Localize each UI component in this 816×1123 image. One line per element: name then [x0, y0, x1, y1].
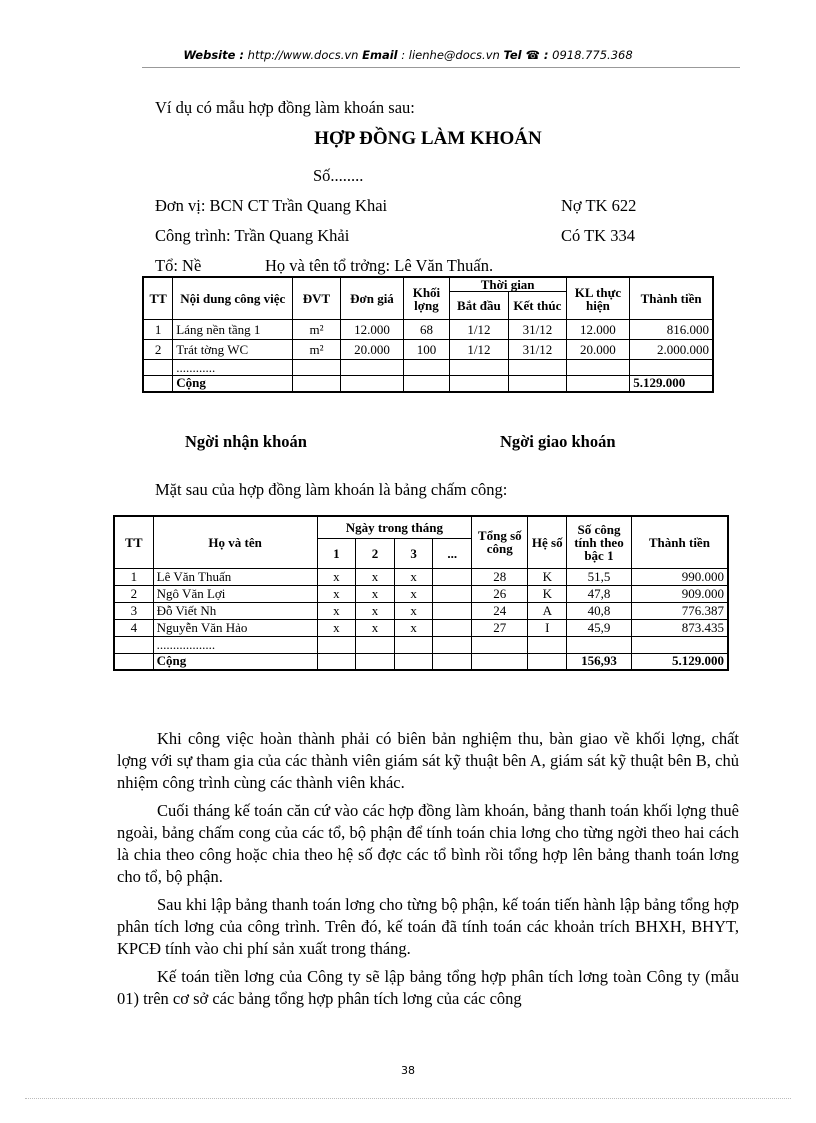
table-row: [114, 585, 728, 602]
cell-coef: I: [528, 619, 567, 636]
total-row: [143, 376, 713, 392]
total-amount: 5.129.000: [630, 376, 713, 392]
cell-unit: m²: [293, 320, 340, 340]
cell-tt: 2: [114, 585, 153, 602]
cell-price: 12.000: [340, 320, 404, 340]
table-row: [143, 360, 713, 376]
leader-line: Họ và tên tổ trởng: Lê Văn Thuấn.: [265, 256, 494, 275]
total-workdays: 156,93: [567, 653, 632, 670]
cell-tt: 1: [114, 568, 153, 585]
cell-total: 27: [472, 619, 528, 636]
paragraph: Cuối tháng kế toán căn cứ vào các hợp đồng làm khoán, bảng thanh toán khối lợng thuê ngoài, bảng chấm cong của các tổ, bộ phận để tính toán chia lơng cho từng ngời theo hai cách là chia theo công hoặc chia theo hệ số đợc các tổ bình rồi tổng hợp lên bảng thanh toán lơng cho tổ, bộ phận.: [117, 801, 739, 886]
col-content: Nội dung công việc: [173, 277, 293, 320]
contract-number: Số........: [313, 166, 364, 185]
col-workdays: Số công tính theo bậc 1: [567, 516, 632, 568]
tel-label: Tel ☎ :: [503, 48, 549, 62]
cell-tt: 2: [143, 340, 173, 360]
cell-actual: 12.000: [566, 320, 630, 340]
back-intro: Mặt sau của hợp đồng làm khoán là bảng chấm công:: [155, 480, 508, 499]
email-label: Email: [362, 48, 398, 62]
header-divider: [142, 67, 740, 68]
cell-workdays: 47,8: [567, 585, 632, 602]
table-row: [143, 340, 713, 360]
attendance-table: [113, 515, 729, 671]
cell-day: x: [356, 619, 395, 636]
cell-workdays: 51,5: [567, 568, 632, 585]
cell-total: 28: [472, 568, 528, 585]
paragraph: Kế toán tiền lơng của Công ty sẽ lập bảng tổng hợp phân tích lơng toàn Công ty (mẫu 01) trên cơ sở các bảng tổng hợp phân tích lơng của các công: [117, 967, 739, 1008]
cell-day: x: [394, 585, 433, 602]
cell-amount: 990.000: [631, 568, 728, 585]
email-address[interactable]: : lienhe@docs.vn: [401, 48, 500, 62]
cell-coef: K: [528, 568, 567, 585]
col-days: Ngày trong tháng: [317, 516, 472, 538]
total-label: Cộng: [153, 653, 317, 670]
col-day-1: 1: [317, 538, 356, 568]
table-row: [143, 320, 713, 340]
cell-start: 1/12: [449, 320, 509, 340]
paragraph: Sau khi lập bảng thanh toán lơng cho từng bộ phận, kế toán tiến hành lập bảng tổng hợp phân tích lơng của công trình. Trên đó, kế toán đã tính toán các khoản trích BHXH, BHYT, KPCĐ tính vào chi phí sản xuất trong tháng.: [117, 895, 739, 958]
page-bottom-divider: [25, 1098, 791, 1099]
project-line: Công trình: Trần Quang Khải: [155, 226, 350, 245]
cell-day: x: [317, 568, 356, 585]
cell-day: x: [317, 585, 356, 602]
debit-account: Nợ TK 622: [561, 196, 637, 215]
cell-actual: 20.000: [566, 340, 630, 360]
cell-end: 31/12: [509, 320, 567, 340]
cell-day: x: [394, 568, 433, 585]
cell-coef: A: [528, 602, 567, 619]
cell-coef: K: [528, 585, 567, 602]
col-volume: Khối lợng: [404, 277, 449, 320]
team-line: Tổ: Nề: [155, 256, 202, 275]
table-row: [114, 619, 728, 636]
body-text: [117, 728, 739, 1016]
cell-day: x: [356, 585, 395, 602]
website-label: Website :: [183, 48, 245, 62]
giver-label: Ngời giao khoán: [500, 432, 616, 451]
contract-title: HỢP ĐỒNG LÀM KHOÁN: [314, 128, 542, 149]
cell-amount: 816.000: [630, 320, 713, 340]
cell-ellipsis: ............: [173, 360, 293, 376]
website-url[interactable]: http://www.docs.vn: [247, 48, 359, 62]
page-number: 38: [401, 1064, 415, 1077]
cell-day: x: [394, 602, 433, 619]
cell-price: 20.000: [340, 340, 404, 360]
col-price: Đơn giá: [340, 277, 404, 320]
col-end: Kết thúc: [509, 292, 567, 320]
cell-tt: 4: [114, 619, 153, 636]
cell-total: 26: [472, 585, 528, 602]
col-tt: TT: [114, 516, 153, 568]
col-name: Họ và tên: [153, 516, 317, 568]
cell-ellipsis: ..................: [153, 636, 317, 653]
cell-amount: 909.000: [631, 585, 728, 602]
total-amount: 5.129.000: [631, 653, 728, 670]
cell-end: 31/12: [509, 340, 567, 360]
cell-start: 1/12: [449, 340, 509, 360]
col-day-more: ...: [433, 538, 472, 568]
table-row: [114, 602, 728, 619]
col-amount: Thành tiền: [631, 516, 728, 568]
cell-amount: 2.000.000: [630, 340, 713, 360]
page-header: [0, 48, 816, 62]
col-unit: ĐVT: [293, 277, 340, 320]
credit-account: Có TK 334: [561, 226, 635, 245]
col-start: Bắt đầu: [449, 292, 509, 320]
col-time: Thời gian: [449, 277, 566, 292]
intro-text: Ví dụ có mẫu hợp đồng làm khoán sau:: [155, 98, 415, 117]
cell-unit: m²: [293, 340, 340, 360]
cell-amount: 873.435: [631, 619, 728, 636]
cell-tt: 3: [114, 602, 153, 619]
cell-volume: 68: [404, 320, 449, 340]
cell-name: Ngô Văn Lợi: [153, 585, 317, 602]
cell-content: Láng nền tầng 1: [173, 320, 293, 340]
unit-line: Đơn vị: BCN CT Trần Quang Khai: [155, 196, 388, 215]
col-actual: KL thực hiện: [566, 277, 630, 320]
col-coef: Hệ số: [528, 516, 567, 568]
receiver-label: Ngời nhận khoán: [185, 432, 307, 451]
col-day-2: 2: [356, 538, 395, 568]
cell-name: Nguyễn Văn Hảo: [153, 619, 317, 636]
cell-tt: 1: [143, 320, 173, 340]
cell-day: x: [356, 602, 395, 619]
contract-table: [142, 276, 714, 393]
col-tt: TT: [143, 277, 173, 320]
cell-amount: 776.387: [631, 602, 728, 619]
paragraph: Khi công việc hoàn thành phải có biên bản nghiệm thu, bàn giao về khối lợng, chất lợng với sự tham gia của các thành viên giám sát kỹ thuật bên A, giám sát kỹ thuật bên B, chủ nhiệm công trình cùng các thành viên khác.: [117, 729, 739, 792]
col-total: Tổng số công: [472, 516, 528, 568]
total-row: [114, 653, 728, 670]
cell-volume: 100: [404, 340, 449, 360]
cell-day: x: [317, 619, 356, 636]
cell-content: Trát tờng WC: [173, 340, 293, 360]
cell-name: Lê Văn Thuấn: [153, 568, 317, 585]
cell-day: x: [356, 568, 395, 585]
table-row: [114, 636, 728, 653]
cell-day: x: [394, 619, 433, 636]
cell-total: 24: [472, 602, 528, 619]
table-row: [114, 568, 728, 585]
col-amount: Thành tiền: [630, 277, 713, 320]
col-day-3: 3: [394, 538, 433, 568]
tel-number: 0918.775.368: [552, 48, 633, 62]
cell-day: x: [317, 602, 356, 619]
cell-workdays: 40,8: [567, 602, 632, 619]
cell-workdays: 45,9: [567, 619, 632, 636]
cell-name: Đỗ Viết Nh: [153, 602, 317, 619]
total-label: Cộng: [173, 376, 293, 392]
